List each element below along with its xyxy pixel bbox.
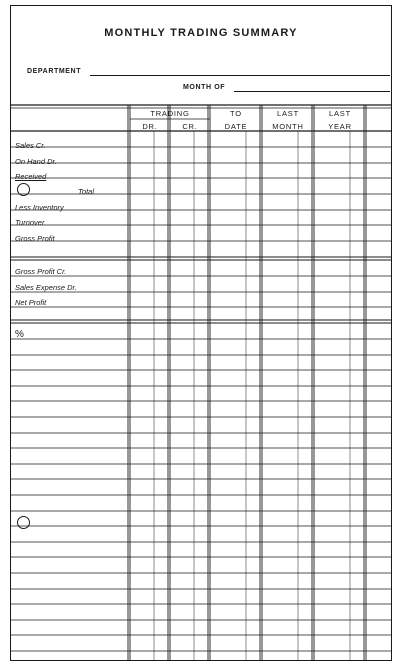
col-to-date-top: TO [230, 109, 242, 118]
row-sales-expense-dr: Sales Expense Dr. [15, 283, 77, 292]
punch-hole-top [17, 183, 30, 196]
row-gross-profit-cr: Gross Profit Cr. [15, 267, 67, 276]
row-gross-profit: Gross Profit [15, 234, 55, 243]
punch-hole-bottom [17, 516, 30, 529]
col-last-year-top: LAST [329, 109, 351, 118]
col-last-year-bottom: YEAR [328, 122, 352, 131]
col-last-month-bottom: MONTH [272, 122, 304, 131]
row-net-profit: Net Profit [15, 298, 47, 307]
col-trading-cr: CR. [182, 122, 198, 131]
row-turnover: Turnover [15, 218, 45, 227]
col-to-date-bottom: DATE [224, 122, 248, 131]
col-trading: TRADING [150, 109, 190, 118]
row-received: Received [15, 172, 47, 181]
row-sales-cr: Sales Cr. [15, 141, 46, 150]
row-on-hand-dr: On Hand Dr. [15, 157, 57, 166]
col-last-month-top: LAST [277, 109, 299, 118]
row-total: Total [78, 187, 94, 196]
month-label: MONTH OF [183, 84, 226, 91]
row-less-inventory: Less Inventory [15, 203, 64, 212]
row-percent: % [15, 329, 24, 340]
department-label: DEPARTMENT [27, 68, 82, 75]
col-trading-dr: DR. [142, 122, 158, 131]
form-title: MONTHLY TRADING SUMMARY [104, 27, 298, 39]
